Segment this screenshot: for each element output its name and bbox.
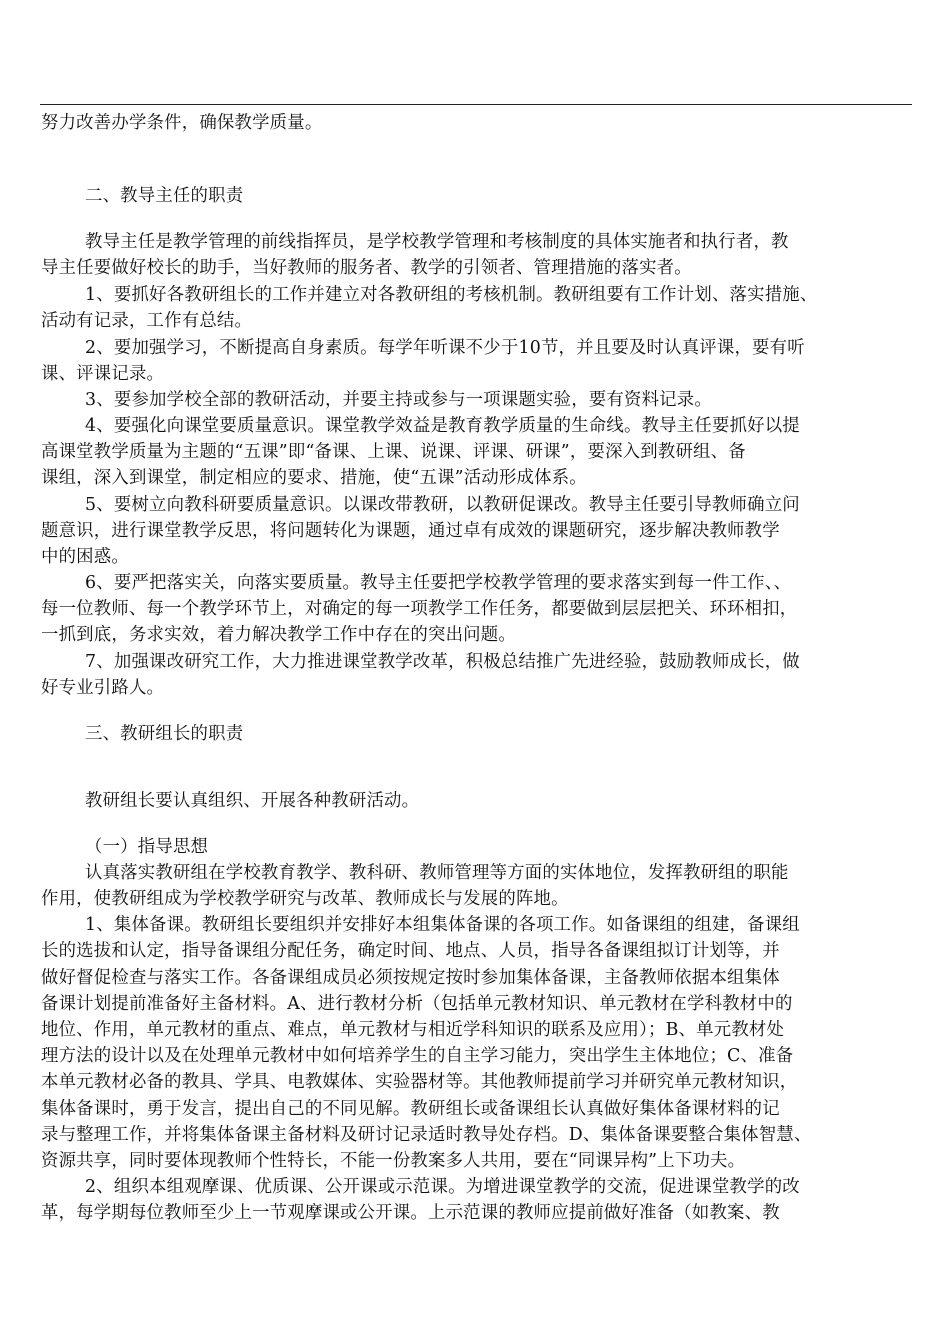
paragraph-line: 1、要抓好各教研组长的工作并建立对各教研组的考核机制。教研组要有工作计划、落实措施、 [85, 285, 818, 305]
paragraph-line: 备课计划提前准备好主备材料。A、进行教材分析（包括单元教材知识、单元教材在学科教材中的 [41, 994, 793, 1014]
paragraph-line: 理方法的设计以及在处理单元教材中如何培养学生的自主学习能力，突出学生主体地位；C、准备 [41, 1046, 794, 1066]
paragraph-line: 一抓到底，务求实效，着力解决教学工作中存在的突出问题。 [41, 625, 516, 645]
header-rule [40, 104, 912, 105]
paragraph-line: 集体备课时，勇于发言，提出自己的不同见解。教研组长或备课组长认真做好集体备课材料的记 [41, 1099, 780, 1119]
paragraph-line: 好专业引路人。 [41, 678, 165, 698]
paragraph-line: 题意识，进行课堂教学反思，将问题转化为课题，通过卓有成效的课题研究，逐步解决教师教学 [41, 521, 780, 541]
paragraph-line: 资源共享，同时要体现教师个性特长，不能一份教案多人共用，要在“同课异构”上下功夫。 [41, 1151, 746, 1171]
paragraph-line: 6、要严把落实关，向落实要质量。教导主任要把学校教学管理的要求落实到每一件工作、、 [85, 573, 792, 593]
paragraph-line: 2、要加强学习，不断提高自身素质。每学年听课不少于10节，并且要及时认真评课，要有听 [85, 338, 805, 358]
paragraph-line: 5、要树立向教科研要质量意识。以课改带教研，以教研促课改。教导主任要引导教师确立问 [85, 495, 800, 515]
paragraph-line: 1、集体备课。教研组长要组织并安排好本组集体备课的各项工作。如备课组的组建，备课组 [85, 915, 800, 935]
paragraph-line: 认真落实教研组在学校教育教学、教科研、教师管理等方面的实体地位，发挥教研组的职能 [85, 863, 789, 883]
paragraph-line: 每一位教师、每一个教学环节上，对确定的每一项教学工作任务，都要做到层层把关、环环相扣， [41, 599, 798, 619]
paragraph-line: 做好督促检查与落实工作。各备课组成员必须按规定按时参加集体备课，主备教师依据本组集体 [41, 968, 780, 988]
paragraph-line: 作用，使教研组成为学校教学研究与改革、教师成长与发展的阵地。 [41, 889, 569, 909]
paragraph-line: 课、评课记录。 [41, 364, 165, 384]
paragraph-line: 7、加强课改研究工作，大力推进课堂教学改革，积极总结推广先进经验，鼓励教师成长，做 [85, 652, 800, 672]
paragraph-line: 2、组织本组观摩课、优质课、公开课或示范课。为增进课堂教学的交流，促进课堂教学的改 [85, 1177, 800, 1197]
paragraph-line: 长的选拔和认定，指导备课组分配任务，确定时间、地点、人员，指导各备课组拟订计划等，并 [41, 941, 780, 961]
subsection-heading: （一）指导思想 [85, 837, 209, 857]
paragraph-line: 3、要参加学校全部的教研活动，并要主持或参与一项课题实验，要有资料记录。 [85, 390, 712, 410]
paragraph-line: 课组，深入到课堂，制定相应的要求、措施，使“五课”活动形成体系。 [41, 468, 587, 488]
paragraph-line: 导主任要做好校长的助手，当好教师的服务者、教学的引领者、管理措施的落实者。 [41, 258, 692, 278]
paragraph-line: 录与整理工作，并将集体备课主备材料及研讨记录适时教导处存档。D、集体备课要整合集体智慧、 [41, 1125, 812, 1145]
paragraph-line: 4、要强化向课堂要质量意识。课堂教学效益是教育教学质量的生命线。教导主任要抓好以提 [85, 416, 800, 436]
paragraph-line: 革，每学期每位教师至少上一节观摩课或公开课。上示范课的教师应提前做好准备（如教案、教 [41, 1203, 780, 1223]
paragraph-line: 教研组长要认真组织、开展各种教研活动。 [85, 791, 420, 811]
paragraph-line: 努力改善办学条件，确保教学质量。 [41, 113, 323, 133]
paragraph-line: 高课堂教学质量为主题的“五课”即“备课、上课、说课、评课、研课”，要深入到教研组、备 [41, 442, 746, 462]
section-heading: 二、教导主任的职责 [85, 186, 244, 206]
paragraph-line: 本单元教材必备的教具、学具、电教媒体、实验器材等。其他教师提前学习并研究单元教材知识， [41, 1072, 798, 1092]
paragraph-line: 活动有记录，工作有总结。 [41, 311, 253, 331]
paragraph-line: 教导主任是教学管理的前线指挥员，是学校教学管理和考核制度的具体实施者和执行者，教 [85, 232, 789, 252]
section-heading: 三、教研组长的职责 [85, 724, 244, 744]
paragraph-line: 地位、作用，单元教材的重点、难点，单元教材与相近学科知识的联系及应用）；B、单元教材处 [41, 1020, 785, 1040]
paragraph-line: 中的困惑。 [41, 547, 129, 567]
